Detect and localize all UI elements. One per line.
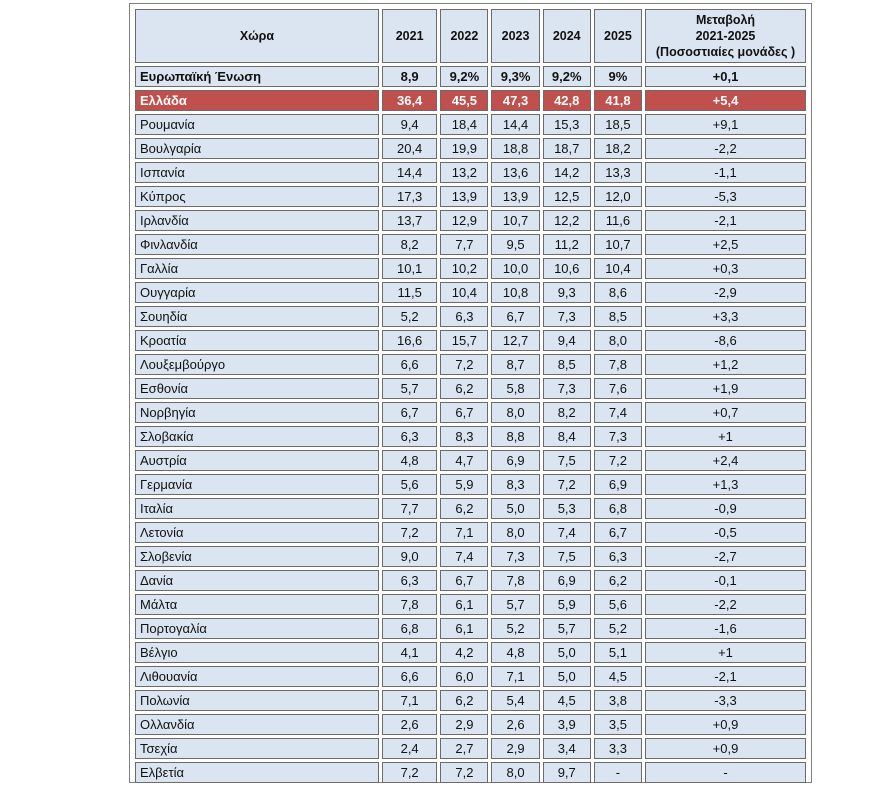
country-cell: Ολλανδία [135, 714, 379, 735]
value-cell: 10,6 [543, 258, 591, 279]
change-cell: +1,9 [645, 378, 806, 399]
value-cell: 8,0 [491, 522, 539, 543]
value-cell: 10,7 [491, 210, 539, 231]
value-cell: 6,7 [440, 402, 488, 423]
value-cell: 6,9 [594, 474, 642, 495]
value-cell: 4,8 [382, 450, 437, 471]
value-cell: 6,2 [594, 570, 642, 591]
table-row [135, 138, 806, 159]
value-cell: 5,6 [382, 474, 437, 495]
value-cell: 4,5 [594, 666, 642, 687]
value-cell: 9% [594, 66, 642, 87]
value-cell: 5,2 [382, 306, 437, 327]
table-row [135, 594, 806, 615]
value-cell: 8,8 [491, 426, 539, 447]
value-cell: 6,1 [440, 618, 488, 639]
change-cell: -2,1 [645, 666, 806, 687]
value-cell: 13,9 [491, 186, 539, 207]
value-cell: 5,3 [543, 498, 591, 519]
country-cell: Ελβετία [135, 762, 379, 783]
value-cell: 7,2 [440, 354, 488, 375]
header-change: Μεταβολή 2021-2025 (Ποσοστιαίες μονάδες ) [645, 9, 806, 63]
value-cell: 15,3 [543, 114, 591, 135]
value-cell: 7,5 [543, 450, 591, 471]
table-row [135, 426, 806, 447]
country-cell: Ουγγαρία [135, 282, 379, 303]
value-cell: 5,6 [594, 594, 642, 615]
country-cell: Δανία [135, 570, 379, 591]
change-cell: -2,2 [645, 594, 806, 615]
table-row [135, 762, 806, 783]
value-cell: 7,3 [543, 306, 591, 327]
value-cell: 7,3 [491, 546, 539, 567]
value-cell: 7,3 [594, 426, 642, 447]
value-cell: 5,7 [491, 594, 539, 615]
value-cell: 10,1 [382, 258, 437, 279]
table-row [135, 690, 806, 711]
value-cell: 2,6 [491, 714, 539, 735]
change-cell: -2,1 [645, 210, 806, 231]
value-cell: 7,8 [594, 354, 642, 375]
change-cell: -0,9 [645, 498, 806, 519]
value-cell: 8,5 [543, 354, 591, 375]
value-cell: 18,7 [543, 138, 591, 159]
header-country: Χώρα [135, 9, 379, 63]
value-cell: 11,2 [543, 234, 591, 255]
value-cell: 7,2 [440, 762, 488, 783]
value-cell: 6,9 [491, 450, 539, 471]
country-cell: Τσεχία [135, 738, 379, 759]
table-row [135, 570, 806, 591]
value-cell: 47,3 [491, 90, 539, 111]
country-cell: Σλοβενία [135, 546, 379, 567]
country-cell: Ισπανία [135, 162, 379, 183]
value-cell: 13,7 [382, 210, 437, 231]
value-cell: 3,4 [543, 738, 591, 759]
value-cell: 9,4 [543, 330, 591, 351]
value-cell: 9,5 [491, 234, 539, 255]
value-cell: 7,1 [491, 666, 539, 687]
country-cell: Νορβηγία [135, 402, 379, 423]
value-cell: 7,2 [594, 450, 642, 471]
value-cell: 10,8 [491, 282, 539, 303]
value-cell: 8,9 [382, 66, 437, 87]
table-frame [129, 3, 812, 783]
table-row [135, 330, 806, 351]
value-cell: 10,4 [594, 258, 642, 279]
value-cell: 7,7 [440, 234, 488, 255]
value-cell: 7,7 [382, 498, 437, 519]
value-cell: 4,7 [440, 450, 488, 471]
value-cell: 13,2 [440, 162, 488, 183]
value-cell: 3,9 [543, 714, 591, 735]
value-cell: 8,4 [543, 426, 591, 447]
country-cell: Γαλλία [135, 258, 379, 279]
table-row [135, 666, 806, 687]
value-cell: 7,2 [543, 474, 591, 495]
change-cell: -3,3 [645, 690, 806, 711]
table-row [135, 402, 806, 423]
value-cell: 2,6 [382, 714, 437, 735]
header-2024: 2024 [543, 9, 591, 63]
change-cell: - [645, 762, 806, 783]
value-cell: 12,9 [440, 210, 488, 231]
value-cell: 12,7 [491, 330, 539, 351]
country-cell: Εσθονία [135, 378, 379, 399]
country-cell: Γερμανία [135, 474, 379, 495]
change-cell: +0,1 [645, 66, 806, 87]
change-cell: -2,9 [645, 282, 806, 303]
change-cell: +1,3 [645, 474, 806, 495]
country-cell: Λετονία [135, 522, 379, 543]
header-2025: 2025 [594, 9, 642, 63]
country-cell: Ιρλανδία [135, 210, 379, 231]
value-cell: 13,9 [440, 186, 488, 207]
value-cell: 6,7 [491, 306, 539, 327]
value-cell: 6,3 [382, 426, 437, 447]
value-cell: 11,5 [382, 282, 437, 303]
table-row [135, 354, 806, 375]
value-cell: 4,2 [440, 642, 488, 663]
value-cell: 9,4 [382, 114, 437, 135]
value-cell: 10,4 [440, 282, 488, 303]
value-cell: 8,6 [594, 282, 642, 303]
value-cell: 6,2 [440, 378, 488, 399]
value-cell: 7,8 [382, 594, 437, 615]
value-cell: 9,0 [382, 546, 437, 567]
value-cell: 8,3 [491, 474, 539, 495]
value-cell: 7,1 [382, 690, 437, 711]
value-cell: 3,8 [594, 690, 642, 711]
value-cell: 7,4 [594, 402, 642, 423]
value-cell: 10,2 [440, 258, 488, 279]
header-row [135, 9, 806, 63]
country-cell: Λιθουανία [135, 666, 379, 687]
change-cell: +1 [645, 426, 806, 447]
value-cell: 8,7 [491, 354, 539, 375]
value-cell: 6,7 [594, 522, 642, 543]
value-cell: 3,3 [594, 738, 642, 759]
table-row [135, 714, 806, 735]
change-cell: +9,1 [645, 114, 806, 135]
change-cell: +0,9 [645, 714, 806, 735]
table-row [135, 114, 806, 135]
country-cell: Ιταλία [135, 498, 379, 519]
value-cell: 16,6 [382, 330, 437, 351]
value-cell: 6,6 [382, 666, 437, 687]
country-cell: Σλοβακία [135, 426, 379, 447]
value-cell: 45,5 [440, 90, 488, 111]
table-row [135, 234, 806, 255]
value-cell: 5,9 [440, 474, 488, 495]
value-cell: 4,8 [491, 642, 539, 663]
value-cell: 10,7 [594, 234, 642, 255]
change-cell: +2,5 [645, 234, 806, 255]
change-cell: -8,6 [645, 330, 806, 351]
value-cell: 18,4 [440, 114, 488, 135]
value-cell: 7,2 [382, 522, 437, 543]
table-row [135, 258, 806, 279]
value-cell: 7,4 [440, 546, 488, 567]
data-table [132, 6, 809, 786]
table-row [135, 618, 806, 639]
change-cell: +5,4 [645, 90, 806, 111]
table-body [135, 66, 806, 783]
value-cell: 5,4 [491, 690, 539, 711]
value-cell: - [594, 762, 642, 783]
value-cell: 19,9 [440, 138, 488, 159]
country-cell: Αυστρία [135, 450, 379, 471]
table-row [135, 450, 806, 471]
value-cell: 6,1 [440, 594, 488, 615]
value-cell: 7,8 [491, 570, 539, 591]
value-cell: 13,3 [594, 162, 642, 183]
country-cell: Πορτογαλία [135, 618, 379, 639]
value-cell: 7,4 [543, 522, 591, 543]
value-cell: 6,7 [440, 570, 488, 591]
country-cell: Πολωνία [135, 690, 379, 711]
value-cell: 5,2 [491, 618, 539, 639]
value-cell: 10,0 [491, 258, 539, 279]
table-row [135, 162, 806, 183]
table-row [135, 66, 806, 87]
value-cell: 7,2 [382, 762, 437, 783]
value-cell: 6,6 [382, 354, 437, 375]
value-cell: 15,7 [440, 330, 488, 351]
table-row [135, 642, 806, 663]
value-cell: 14,4 [491, 114, 539, 135]
value-cell: 8,0 [594, 330, 642, 351]
value-cell: 12,5 [543, 186, 591, 207]
value-cell: 9,3 [543, 282, 591, 303]
change-cell: -5,3 [645, 186, 806, 207]
value-cell: 7,6 [594, 378, 642, 399]
value-cell: 9,7 [543, 762, 591, 783]
country-cell: Φινλανδία [135, 234, 379, 255]
value-cell: 5,8 [491, 378, 539, 399]
change-cell: +1 [645, 642, 806, 663]
country-cell: Ελλάδα [135, 90, 379, 111]
value-cell: 18,8 [491, 138, 539, 159]
value-cell: 2,9 [491, 738, 539, 759]
value-cell: 12,0 [594, 186, 642, 207]
value-cell: 41,8 [594, 90, 642, 111]
country-cell: Λουξεμβούργο [135, 354, 379, 375]
table-row [135, 738, 806, 759]
value-cell: 6,2 [440, 498, 488, 519]
table-row [135, 474, 806, 495]
value-cell: 9,2% [440, 66, 488, 87]
value-cell: 11,6 [594, 210, 642, 231]
table-row [135, 186, 806, 207]
table-row [135, 282, 806, 303]
value-cell: 8,2 [382, 234, 437, 255]
change-cell: -1,1 [645, 162, 806, 183]
value-cell: 14,2 [543, 162, 591, 183]
header-2022: 2022 [440, 9, 488, 63]
change-cell: -2,7 [645, 546, 806, 567]
value-cell: 7,5 [543, 546, 591, 567]
country-cell: Μάλτα [135, 594, 379, 615]
country-cell: Κροατία [135, 330, 379, 351]
value-cell: 8,0 [491, 402, 539, 423]
change-cell: -0,1 [645, 570, 806, 591]
value-cell: 8,5 [594, 306, 642, 327]
table-row [135, 90, 806, 111]
value-cell: 7,1 [440, 522, 488, 543]
country-cell: Βέλγιο [135, 642, 379, 663]
table-row [135, 210, 806, 231]
value-cell: 3,5 [594, 714, 642, 735]
change-cell: +3,3 [645, 306, 806, 327]
value-cell: 6,8 [594, 498, 642, 519]
value-cell: 5,0 [543, 666, 591, 687]
change-cell: -0,5 [645, 522, 806, 543]
value-cell: 6,3 [440, 306, 488, 327]
header-2023: 2023 [491, 9, 539, 63]
value-cell: 5,0 [491, 498, 539, 519]
value-cell: 7,3 [543, 378, 591, 399]
value-cell: 2,7 [440, 738, 488, 759]
change-cell: -1,6 [645, 618, 806, 639]
table-row [135, 546, 806, 567]
value-cell: 4,5 [543, 690, 591, 711]
value-cell: 36,4 [382, 90, 437, 111]
value-cell: 6,9 [543, 570, 591, 591]
value-cell: 42,8 [543, 90, 591, 111]
country-cell: Σουηδία [135, 306, 379, 327]
value-cell: 8,3 [440, 426, 488, 447]
value-cell: 2,9 [440, 714, 488, 735]
value-cell: 5,9 [543, 594, 591, 615]
value-cell: 5,0 [543, 642, 591, 663]
value-cell: 2,4 [382, 738, 437, 759]
change-cell: +1,2 [645, 354, 806, 375]
value-cell: 18,2 [594, 138, 642, 159]
table-row [135, 378, 806, 399]
value-cell: 6,3 [594, 546, 642, 567]
value-cell: 4,1 [382, 642, 437, 663]
change-cell: +0,3 [645, 258, 806, 279]
value-cell: 6,2 [440, 690, 488, 711]
value-cell: 9,2% [543, 66, 591, 87]
table-row [135, 306, 806, 327]
value-cell: 13,6 [491, 162, 539, 183]
value-cell: 14,4 [382, 162, 437, 183]
value-cell: 5,2 [594, 618, 642, 639]
change-cell: +0,9 [645, 738, 806, 759]
table-row [135, 522, 806, 543]
value-cell: 5,7 [382, 378, 437, 399]
value-cell: 6,8 [382, 618, 437, 639]
value-cell: 5,1 [594, 642, 642, 663]
country-cell: Κύπρος [135, 186, 379, 207]
value-cell: 8,0 [491, 762, 539, 783]
country-cell: Ευρωπαϊκή Ένωση [135, 66, 379, 87]
change-cell: +2,4 [645, 450, 806, 471]
value-cell: 6,0 [440, 666, 488, 687]
value-cell: 8,2 [543, 402, 591, 423]
change-cell: -2,2 [645, 138, 806, 159]
value-cell: 18,5 [594, 114, 642, 135]
value-cell: 9,3% [491, 66, 539, 87]
value-cell: 6,7 [382, 402, 437, 423]
header-2021: 2021 [382, 9, 437, 63]
country-cell: Ρουμανία [135, 114, 379, 135]
country-cell: Βουλγαρία [135, 138, 379, 159]
value-cell: 5,7 [543, 618, 591, 639]
value-cell: 17,3 [382, 186, 437, 207]
value-cell: 6,3 [382, 570, 437, 591]
change-cell: +0,7 [645, 402, 806, 423]
table-row [135, 498, 806, 519]
value-cell: 20,4 [382, 138, 437, 159]
value-cell: 12,2 [543, 210, 591, 231]
